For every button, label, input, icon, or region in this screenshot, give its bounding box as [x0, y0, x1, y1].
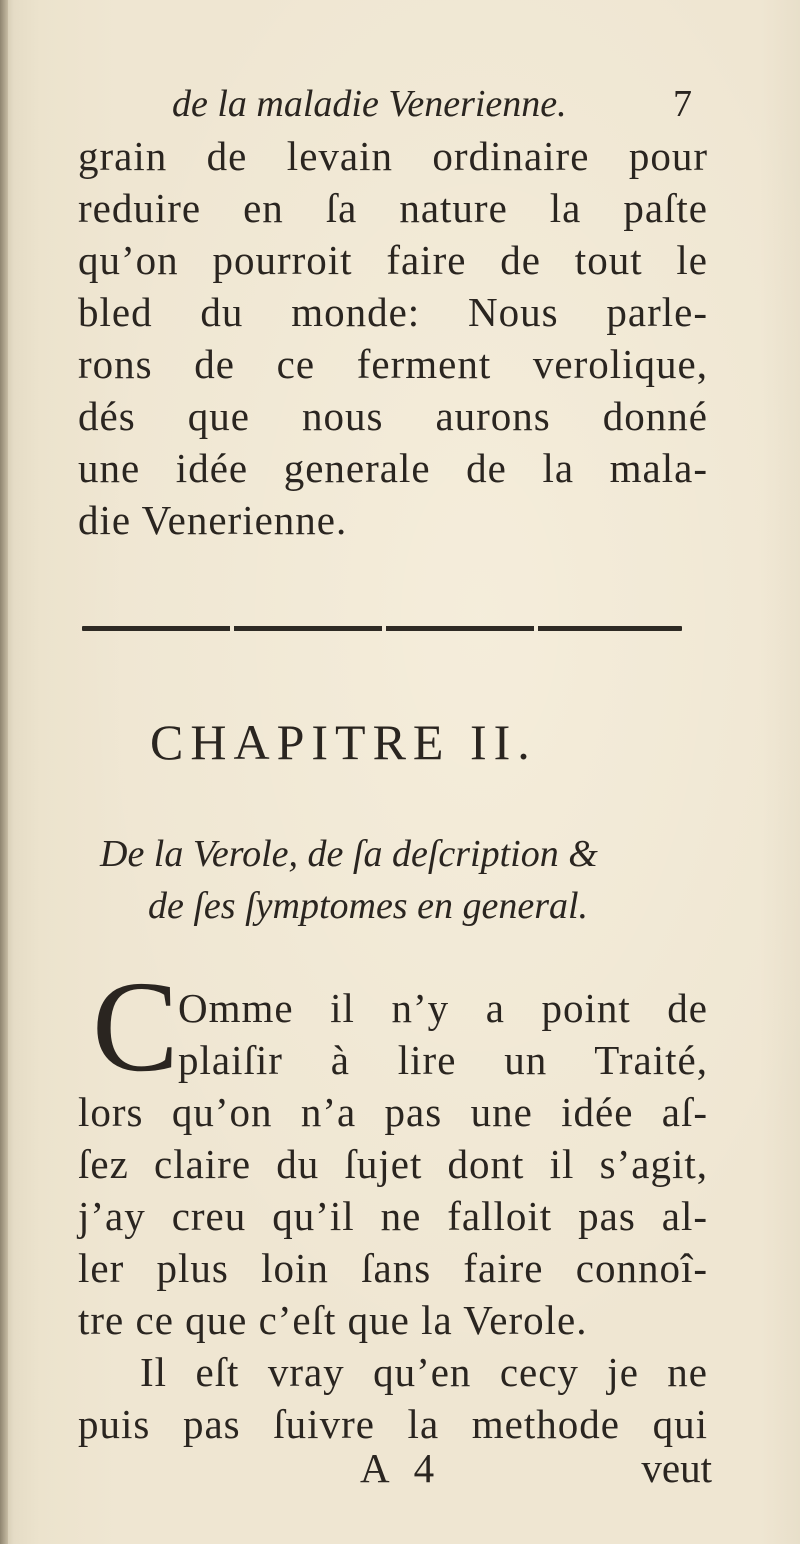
chapter-heading: CHAPITRE II.: [150, 714, 537, 770]
text-line: ſez claire du ſujet dont il s’agit,: [78, 1141, 708, 1187]
text-line: Il eſt vray qu’en cecy je ne: [140, 1349, 708, 1395]
text-line: grain de levain ordinaire pour: [78, 133, 708, 179]
running-head-title: de la maladie Venerienne.: [172, 83, 567, 125]
text-line: j’ay creu qu’il ne falloit pas al-: [78, 1193, 708, 1239]
chapter-subtitle: [100, 828, 720, 932]
paragraph-top: [78, 130, 708, 546]
page-footer: [360, 1444, 712, 1500]
text-line: tre ce que c’eſt que la Verole.: [78, 1297, 588, 1343]
running-head: [172, 82, 692, 132]
text-line: une idée generale de la mala-: [78, 445, 708, 491]
text-line: bled du monde: Nous parle-: [78, 289, 708, 335]
drop-cap: C: [92, 955, 179, 1099]
chapter-body: [78, 982, 708, 1450]
chapter-subtitle-line: De la Verole, de ſa deſcription &: [100, 833, 598, 875]
text-line: Omme il n’y a point de: [178, 985, 708, 1031]
page-gutter: [0, 0, 8, 1544]
text-line: qu’on pourroit faire de tout le: [78, 237, 708, 283]
text-line: puis pas ſuivre la methode qui: [78, 1401, 708, 1447]
page-number: 7: [673, 83, 692, 125]
text-line: rons de ce ferment verolique,: [78, 341, 708, 387]
text-line: reduire en ſa nature la paſte: [78, 185, 708, 231]
text-line: plaiſir à lire un Traité,: [178, 1037, 708, 1083]
text-line: ler plus loin ſans faire connoî-: [78, 1245, 708, 1291]
signature-mark: A 4: [360, 1445, 443, 1491]
text-line: die Venerienne.: [78, 497, 348, 543]
text-line: lors qu’on n’a pas une idée aſ-: [78, 1089, 708, 1135]
section-rule: [82, 626, 682, 631]
text-line: dés que nous aurons donné: [78, 393, 708, 439]
catchword: veut: [641, 1445, 712, 1491]
chapter-subtitle-line: de ſes ſymptomes en general.: [148, 885, 589, 927]
